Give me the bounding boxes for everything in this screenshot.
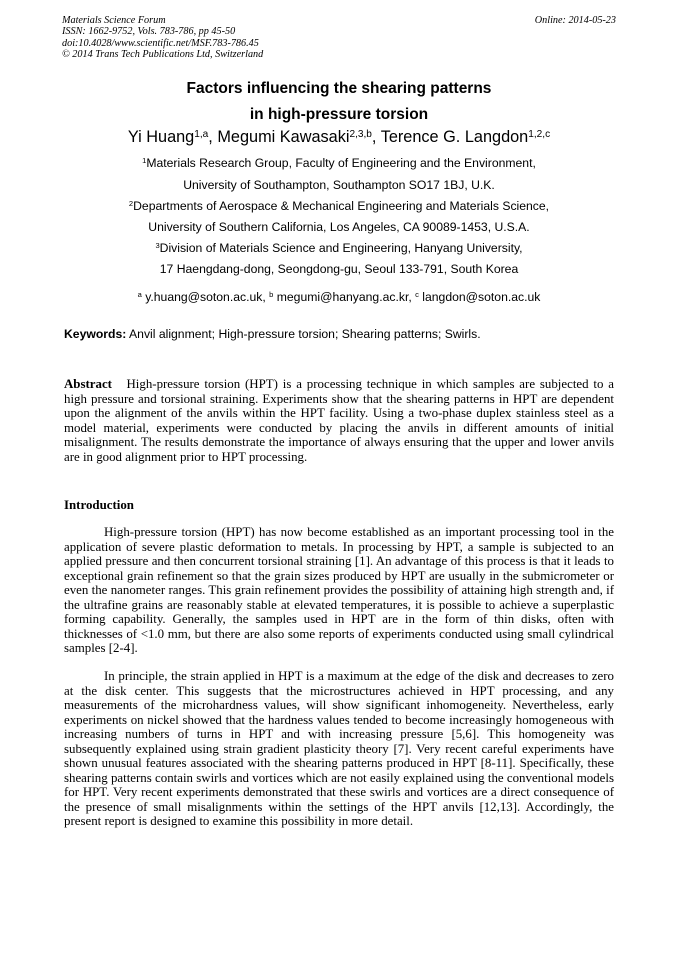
section-heading: Introduction: [64, 498, 134, 512]
title-line-2: in high-pressure torsion: [249, 106, 429, 123]
keywords: [64, 327, 481, 341]
abstract-text: High-pressure torsion (HPT) is a processing technique in which samples are subjected to a high pressure and torsional straining. Experiments show that the shearing patterns in HPT are dependent upon the alignment of the anvils within the HPT facility. Using a two-phase duplex stainless steel as a model material, experiments were conducted by placing the anvils in different amounts of initial misalignment. The results demonstrate the importance of always ensuring that the upper and lower anvils are in good alignment prior to HPT processing.: [64, 377, 614, 464]
email-address: y.huang@soton.ac.uk: [145, 290, 263, 304]
author-name: Yi Huang: [127, 128, 195, 146]
email-address: langdon@soton.ac.uk: [422, 290, 541, 304]
email-marker: c: [415, 290, 419, 300]
affiliation-text: Departments of Aerospace & Mechanical Engineering and Materials Science,: [133, 199, 550, 213]
author-separator: ,: [371, 128, 381, 146]
affiliation-1-line-1: [0, 156, 678, 170]
email-address: megumi@hanyang.ac.kr: [276, 290, 409, 304]
abstract: [64, 377, 614, 464]
email-marker: b: [269, 290, 274, 300]
doi-line: doi:10.4028/www.scientific.net/MSF.783-786.45: [62, 37, 259, 49]
author-affiliation-marker: 2,3,b: [349, 128, 372, 140]
keywords-label: Keywords:: [64, 327, 127, 341]
online-date: Online: 2014-05-23: [534, 15, 616, 26]
affiliation-marker: 2: [128, 199, 134, 209]
author-list: [0, 128, 678, 147]
keywords-text: Anvil alignment; High-pressure torsion; Shearing patterns; Swirls.: [129, 327, 481, 341]
email-marker: a: [137, 290, 142, 300]
introduction-paragraph-1: High-pressure torsion (HPT) has now become established as an important processing tool in the application of severe plastic deformation to metals. In processing by HPT, a sample is subjected to an applied pressure and then concurrent torsional straining [1]. An advantage of this process is that it leads to exceptional grain refinement so that the grain sizes produced by HPT are usually in the submicrometer or even the nanometer ranges. This grain refinement provides the possibility of attaining high strength and, if the ultrafine grains are reasonably stable at elevated temperatures, it is possible to achieve a superplastic forming capability. Generally, the samples used in HPT are in the form of thin disks, often with thicknesses of <1.0 mm, but there are also some reports of experiments conducted using small cylindrical samples [2-4].: [64, 525, 614, 655]
affiliation-marker: 3: [155, 241, 160, 251]
affiliation-3-line-2: 17 Haengdang-dong, Seongdong-gu, Seoul 133-791, South Korea: [159, 262, 519, 276]
introduction-paragraph-2: In principle, the strain applied in HPT is a maximum at the edge of the disk and decreases to zero at the disk center. This suggests that the microstructures achieved in HPT processing, and any measurements of the microhardness values, will show significant inhomogeneity. Nevertheless, early experiments on nickel showed that the hardness values tended to become increasingly homogeneous with increasing numbers of turns in HPT and with increasing pressure [5,6]. This homogeneity was subsequently explained using strain gradient plasticity theory [7]. Very recent careful experiments have shown unusual features associated with the shearing patterns produced in HPT [8-11]. Specifically, these shearing patterns contain swirls and vortices which are not easily explained using the conventional models for HPT. Very recent experiments demonstrated that these swirls and vortices are a direct consequence of the presence of small misalignments within the settings of the HPT anvils [12,13]. Accordingly, the present report is designed to examine this possibility in more detail.: [64, 669, 614, 828]
affiliation-text: Division of Materials Science and Engineering, Hanyang University,: [159, 241, 523, 255]
author-separator: ,: [208, 128, 218, 146]
affiliation-1-line-2: University of Southampton, Southampton SO17 1BJ, U.K.: [183, 178, 495, 192]
affiliation-2-line-2: University of Southern California, Los Angeles, CA 90089-1453, U.S.A.: [148, 220, 530, 234]
author-affiliation-marker: 1,2,c: [528, 128, 551, 140]
author-emails: $^a$ y.huang@soton.ac.uk, $^b$ megumi@hanyang.ac.kr, $^c$ langdon@soton.ac.uk: [137, 290, 541, 304]
journal-name: Materials Science Forum: [62, 15, 166, 26]
journal-header: [62, 15, 616, 60]
author-name: Megumi Kawasaki: [217, 128, 350, 146]
affiliation-text: Materials Research Group, Faculty of Engineering and the Environment,: [146, 156, 536, 170]
title-line-1: Factors influencing the shearing patterns: [186, 80, 492, 97]
affiliation-2-line-1: [0, 199, 678, 213]
author-affiliation-marker: 1,a: [194, 128, 209, 140]
author-name: Terence G. Langdon: [380, 128, 529, 146]
affiliation-marker: 1: [142, 156, 147, 166]
abstract-label: Abstract: [64, 377, 112, 391]
copyright-line: © 2014 Trans Tech Publications Ltd, Switzerland: [62, 48, 264, 60]
affiliation-3-line-1: [0, 241, 678, 255]
issn-line: ISSN: 1662-9752, Vols. 783-786, pp 45-50: [62, 26, 236, 38]
